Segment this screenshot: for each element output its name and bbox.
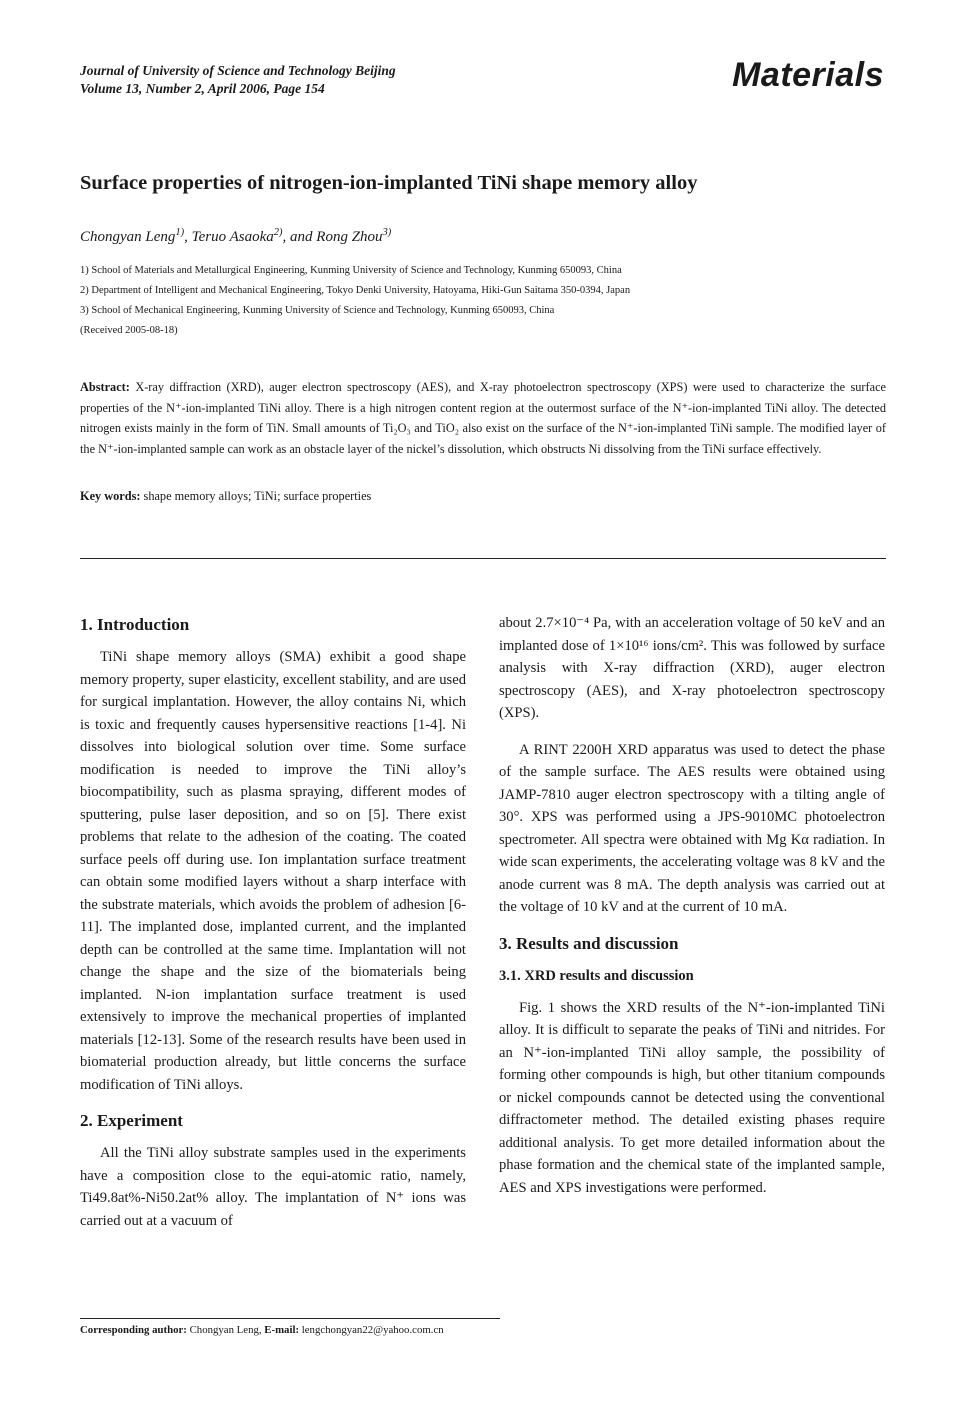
abstract-label: Abstract:	[80, 380, 130, 394]
footnote-divider	[80, 1318, 500, 1319]
footnote-email: lengchongyan22@yahoo.com.cn	[301, 1324, 444, 1336]
affiliation: 3) School of Mechanical Engineering, Kunming University of Science and Technology, Kunming 650093, China	[80, 305, 555, 316]
abstract	[80, 377, 886, 459]
author-name: Teruo Asaoka	[191, 229, 274, 245]
keywords-text: shape memory alloys; TiNi; surface properties	[143, 489, 372, 503]
journal-citation	[80, 62, 396, 98]
author-separator: ,	[184, 229, 192, 245]
received-date: (Received 2005-08-18)	[80, 325, 178, 336]
left-column	[80, 614, 466, 1232]
abstract-text: X-ray diffraction (XRD), auger electron spectroscopy (AES), and X-ray photoelectron spectroscopy (XPS) were used to characterize the surface properties of the N⁺-ion-implanted TiNi alloy. There is a high nitrogen content region at the outermost surface of the N⁺-ion-implanted TiNi alloy. The detected nitrogen exists mainly in the form of TiN. Small amounts of Ti₂O₃ and TiO₂ also exist on the surface of the N⁺-ion-implanted TiNi sample. The modified layer of the N⁺-ion-implanted sample can work as an obstacle layer of the nickel’s dissolution, which obstructs Ni dissolving from the TiNi surface effectively.	[80, 380, 886, 456]
author-affil-mark: 2)	[273, 227, 283, 238]
right-column	[499, 612, 885, 1199]
intro-paragraph: TiNi shape memory alloys (SMA) exhibit a good shape memory property, super elasticity, excellent stability, and are used for surgical implantation. However, the alloy contains Ni, which is toxic and frequently causes hypersensitive reactions [1-4]. Ni dissolves into biological solution over time. Some surface modification is needed to improve the TiNi alloy’s biocompatibility, such as plasma spraying, different modes of sputtering, pulse laser deposition, and so on [5]. There exist problems that relate to the adhesion of the coating. The coated surface peels off during use. Ion implantation surface treatment can obtain some modified layers without a sharp interface with the substrate materials, which avoids the problem of adhesion [6-11]. The implanted dose, implanted current, and the implanted depth can be controlled at the same time. Implantation will not change the shape and the size of the biomaterials being implanted. N-ion implantation surface treatment is used extensively to improve the mechanical properties of implanted materials [12-13]. Some of the research results have been used in biomaterial production already, but little concerns the surface modification of TiNi alloys.	[80, 649, 466, 1093]
footnote-author: Chongyan Leng,	[189, 1324, 262, 1336]
author-affil-mark: 1)	[175, 227, 185, 238]
keywords-label: Key words:	[80, 489, 141, 503]
xrd-paragraph: Fig. 1 shows the XRD results of the N⁺-ion-implanted TiNi alloy. It is difficult to separate the peaks of TiNi and nitrides. For an N⁺-ion-implanted TiNi alloy sample, the possibility of forming other compounds is high, but other titanium compounds or nickel compounds cannot be detected using the conventional diffractometer method. The detailed existing phases require additional analysis. To get more detailed information about the phase formation and the chemical state of the implanted sample, AES and XPS investigations were performed.	[499, 999, 885, 1196]
footnote-label: Corresponding author:	[80, 1324, 187, 1336]
journal-name: Journal of University of Science and Technology Beijing	[80, 63, 396, 78]
affiliation: 2) Department of Intelligent and Mechanical Engineering, Tokyo Denki University, Hatoyama, Hiki-Gun Saitama 350-0394, Japan	[80, 285, 631, 296]
header-divider	[80, 558, 886, 559]
paper-title: Surface properties of nitrogen-ion-implanted TiNi shape memory alloy	[80, 172, 698, 194]
section-heading: 3. Results and discussion	[499, 933, 679, 953]
affiliation: 1) School of Materials and Metallurgical Engineering, Kunming University of Science and Technology, Kunming 650093, China	[80, 265, 622, 276]
author-name: Chongyan Leng	[80, 229, 176, 245]
experiment-paragraph: A RINT 2200H XRD apparatus was used to detect the phase of the sample surface. The AES results were obtained using JAMP-7810 auger electron spectroscopy with a tilting angle of 30°. XPS was performed using a JPS-9010MC photoelectron spectrometer. All spectra were obtained with Mg Kα radiation. In wide scan experiments, the accelerating voltage was 8 kV and the anode current was 8 mA. The depth analysis was carried out at the voltage of 10 kV and at the current of 10 mA.	[499, 741, 885, 915]
footnote	[80, 1324, 444, 1336]
footnote-email-label: E-mail:	[264, 1324, 300, 1336]
experiment-paragraph-cont: about 2.7×10⁻⁴ Pa, with an acceleration voltage of 50 keV and an implanted dose of 1×10¹⁶ ions/cm². This was followed by surface analysis with X-ray diffraction (XRD), auger electron spectroscopy (AES), and X-ray photoelectron spectroscopy (XPS).	[499, 615, 885, 721]
author-list	[80, 229, 391, 246]
author-affil-mark: 3)	[382, 227, 392, 238]
section-heading: 2. Experiment	[80, 1111, 183, 1130]
subsection-heading: 3.1. XRD results and discussion	[499, 967, 694, 984]
experiment-paragraph: All the TiNi alloy substrate samples used in the experiments have a composition close to the equi-atomic ratio, namely, Ti49.8at%-Ni50.2at% alloy. The implantation of N⁺ ions was carried out at a vacuum of	[80, 1145, 466, 1229]
keywords	[80, 489, 371, 504]
section-heading: 1. Introduction	[80, 615, 190, 634]
author-separator: , and	[282, 229, 317, 245]
author-name: Rong Zhou	[316, 229, 383, 245]
section-tag: Materials	[732, 56, 884, 94]
journal-volume: Volume 13, Number 2, April 2006, Page 154	[80, 81, 325, 96]
